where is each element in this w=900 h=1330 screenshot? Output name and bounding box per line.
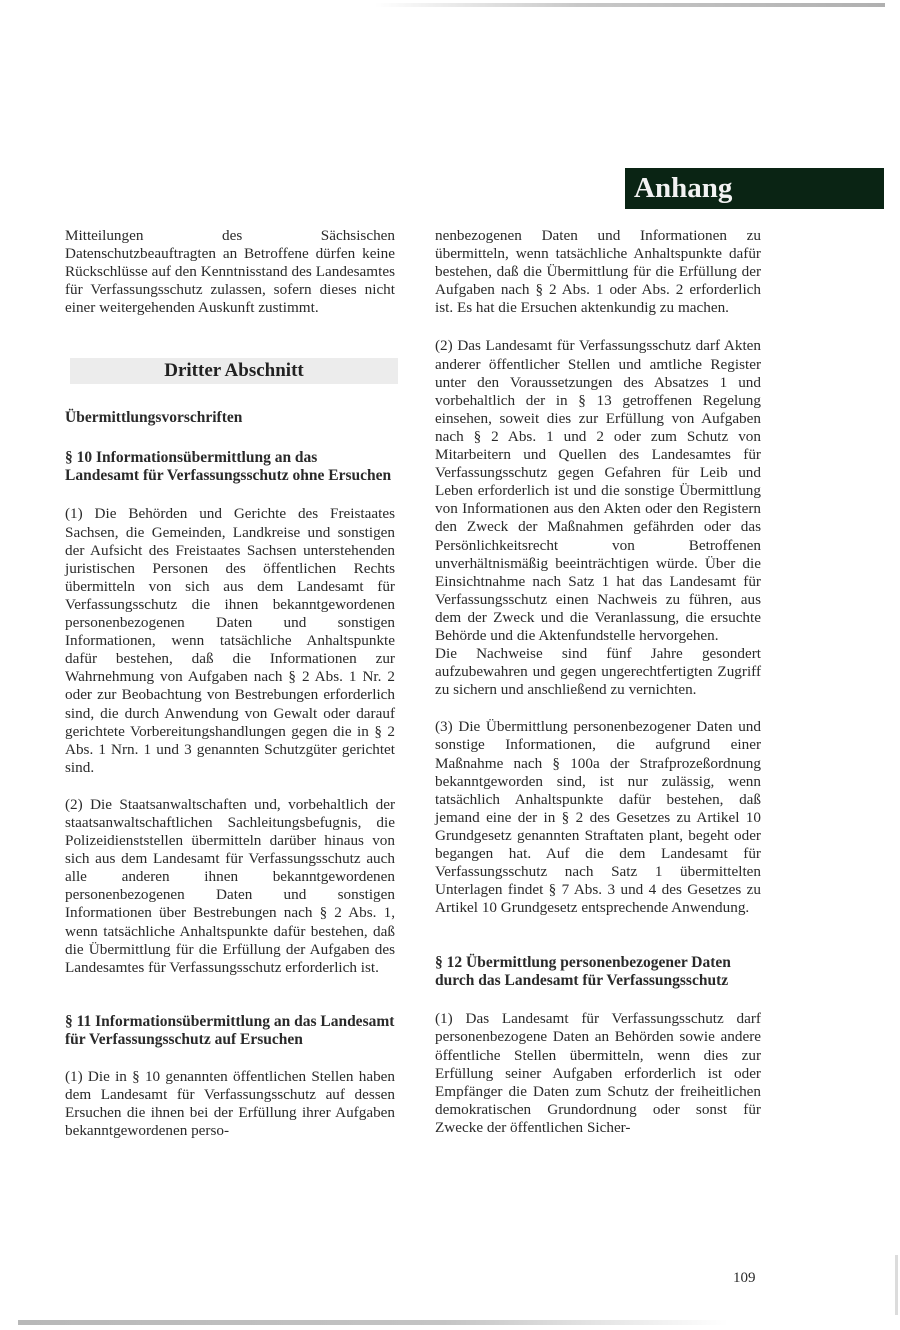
scan-edge-top [375, 3, 885, 7]
paragraph-12-abs-1-start: (1) Das Landesamt für Verfassungsschutz darf personenbezogene Daten an Behörden sowie andere öffentliche Stellen übermitteln, wenn dies zur Erfüllung seiner Aufgaben erforderlich ist oder Empfänger die Daten zum Schutz der freiheitlichen demokratischen Grundordnung oder sonst für Zwecke der öffentlichen Sicher- [435, 1010, 761, 1136]
page-number: 109 [733, 1270, 756, 1286]
scan-edge-right [895, 1255, 898, 1315]
paragraph-11-title: § 11 Informationsübermittlung an das Landesamt für Verfassungsschutz auf Ersuchen [65, 1012, 395, 1048]
paragraph-10-abs-2: (2) Die Staatsanwaltschaften und, vorbehaltlich der staatsanwaltschaftlichen Sachleitungsbefugnis, die Polizeidienststellen übermitteln darüber hinaus von sich aus dem Landesamt für Verfassungsschutz auch alle anderen ihnen bekanntgewordenen personenbezogenen Daten und sonstigen Informationen über Bestrebungen nach § 2 Abs. 1, wenn tatsächliche Anhaltspunkte dafür bestehen, daß die Übermittlung für die Erfüllung der Aufgaben des Landesamtes für Verfassungsschutz erforderlich ist. [65, 795, 395, 976]
right-column [435, 227, 761, 1137]
paragraph-11-abs-3: (3) Die Übermittlung personenbezogener Daten und sonstige Informationen, die aufgrund einer Maßnahme nach § 100a der Strafprozeßordnung bekanntgeworden sind, ist nur zulässig, wenn tatsächlich Anhaltspunkte dafür bestehen, daß jemand eine der in § 2 des Gesetzes zu Artikel 10 Grundgesetz genannten Straftaten plant, begeht oder begangen hat. Auf die dem Landesamt für Verfassungsschutz nach Satz 1 übermittelten Unterlagen findet § 7 Abs. 3 und 4 des Gesetzes zu Artikel 10 Grundgesetz entsprechende Anwendung. [435, 718, 761, 917]
paragraph-12-title: § 12 Übermittlung personenbezogener Daten durch das Landesamt für Verfassungsschutz [435, 954, 731, 990]
paragraph-11-abs-2: (2) Das Landesamt für Verfassungsschutz darf Akten anderer öffentlicher Stellen und amtliche Register unter den Voraussetzungen des Absatzes 1 und vorbehaltlich der in § 13 getroffenen Regelung einsehen, soweit dies zur Erfüllung von Aufgaben nach § 2 Abs. 1 und 2 oder zum Schutz von Mitarbeitern und Quellen des Landesamtes für Verfassungsschutz gegen Gefahren für Leib und Leben erforderlich ist und die sonstige Übermittlung von Informationen aus den Akten oder den Registern den Zweck der Maßnahmen gefährden oder das Persönlichkeitsrecht von Betroffenen unverhältnismäßig beeinträchtigen würde. Über die Einsichtnahme nach Satz 1 hat das Landesamt für Verfassungsschutz einen Nachweis zu führen, aus dem der Zweck und die Veranlassung, die ersuchte Behörde und die Aktenfundstelle hervorgehen. [435, 337, 761, 644]
section-heading: Dritter Abschnitt [70, 358, 398, 384]
paragraph-10-title: § 10 Informationsübermittlung an das Landesamt für Verfassungsschutz ohne Ersuchen [65, 449, 392, 485]
paragraph-11-abs-2-retention: Die Nachweise sind fünf Jahre gesondert aufzubewahren und gegen ungerechtfertigten Zugriff zu sichern und anschließend zu vernichten. [435, 645, 761, 699]
section-tab-anhang: Anhang [625, 168, 884, 209]
intro-paragraph: Mitteilungen des Sächsischen Datenschutzbeauftragten an Betroffene dürfen keine Rückschlüsse auf den Kenntnisstand des Landesamtes für Verfassungsschutz zulassen, sofern dieses nicht einer weitergehenden Auskunft zustimmt. [65, 227, 395, 317]
scan-edge-bottom [18, 1320, 728, 1325]
left-column [65, 227, 395, 1140]
paragraph-11-abs-1-start: (1) Die in § 10 genannten öffentlichen Stellen haben dem Landesamt für Verfassungsschutz auf dessen Ersuchen die ihnen bei der Erfüllung ihrer Aufgaben bekanntgewordenen perso- [65, 1067, 395, 1140]
paragraph-10-abs-1: (1) Die Behörden und Gerichte des Freistaates Sachsen, die Gemeinden, Landkreise und sonstigen der Aufsicht des Freistaates Sachsen unterstehenden juristischen Personen des öffentlichen Rechts übermitteln von sich aus dem Landesamt für Verfassungsschutz die ihnen bekanntgewordenen personenbezogenen Daten und sonstigen Informationen, wenn tatsächliche Anhaltspunkte dafür bestehen, daß die Informationen zur Wahrnehmung von Aufgaben nach § 2 Abs. 1 Nr. 2 oder zur Beobachtung von Bestrebungen erforderlich sind, die durch Anwendung von Gewalt oder darauf gerichtete Vorbereitungshandlungen gegen die in § 2 Abs. 1 Nrn. 1 und 3 genannten Schutzgüter gerichtet sind. [65, 505, 395, 776]
paragraph-11-abs-1-continued: nenbezogenen Daten und Informationen zu übermitteln, wenn tatsächliche Anhaltspunkte dafür bestehen, daß die Übermittlung für die Erfüllung der Aufgaben nach § 2 Abs. 1 oder Abs. 2 erforderlich ist. Es hat die Ersuchen aktenkundig zu machen. [435, 227, 761, 317]
subheading: Übermittlungsvorschriften [65, 409, 243, 427]
